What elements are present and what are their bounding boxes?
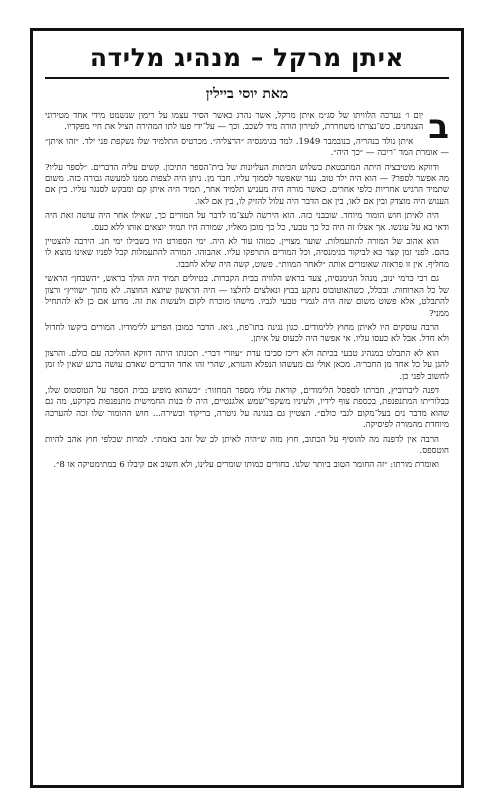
paragraph-7: הרבה עוסקים היו לאיתן מחוץ ללימודים. כגון נגינה בתו־פת, ג׳אז. הדבר כמובן הפריע ללימודיו. המורים ביקשו לחדול ולא חדל. אבל לא כעסו עליו. אי אפשר היה לכעוס על איתן. xyxy=(45,322,449,345)
paragraph-11: ואומרת מורתו: ״זה החומר הטוב ביותר שלנו. בחורים כמותו שומרים עלינו, ולא חשוב אם קיבלו 6 במתימטיקה או 8״. xyxy=(53,460,439,471)
paragraph-1-text: יום ו׳ נערכה הלוויתו של סג״מ איתן מרקל, אשר נהרג כאשר הסיר עצמו על רימון שנשמט מידי אחד מטירוני הצנחנים. כש־נצרתו משחררת, לטירון הורה מיד לשכב. וכך — על־ידי פעו לתו המהירה הציל את חיי מפקדיו. xyxy=(45,111,424,133)
title-divider xyxy=(45,77,449,79)
drop-cap: ב xyxy=(428,107,449,147)
article-title: איתן מרקל – מנהיג מלידה xyxy=(89,43,405,72)
paragraph-2: איתן נולד בנהריה, בנובמבר 1949. למד בגימנסיה ״הרצליה״. מכרטיס התלמיד שלו נשקפת פני ילד. ״זהו איתן״ — אומרת המד ־ריכה — ״כך היה״. xyxy=(45,136,449,159)
paragraph-3: ודווקא מוטיבציה היתה המתבטאת בשלוש הכיתות העליונות של בית־הספר התיכון. קשים עליה הדברים. ״לספר עליו? מה אפשר לספר? — הוא היה ילד טוב. נער שאפשר לסמוך עליו. חבר מן. ניתן היה לצפות ממנו למעשה גבורה כזה. משום שתמיד הרגיש אחריות כלפי אחרים. כאשר מורה היה מעניש תלמיד אחר, תמיד היה איתן קם ומבקש לסנגר עליו. בין אם הענוש היה מוצדק ובין אם לאו, בין אם הדבר היה עלול להזיק לו, בין אם לאו. xyxy=(45,162,449,207)
paragraph-9: דפנה ליברוביץ, חברתו לספסל הלימודים, קוראת עליו מספר המחזור: ״כשהוא מופיע בבית הספר על הטוסטוס שלו, בבלוריתו המתנפנפת, בכספת צוף לידיו, ולעיניו משקפי־שמש אלגנטיים, היה לו בנות החמישית מתנפנפות בקרקע, מה גם שהוא מדבר נים בעל־מקום לגבי כולם״. הצטיין גם בנגינה על גיטרה, בריקוד ובשירה... חוש ההומור שלו זכה להערכה מיוחדת מהמורה לפיסיקה. xyxy=(45,385,449,431)
paragraph-6: גם רבי כרמי ינוב, מנהל הגימנסיה, צעד בראש הלוויה בבית הקברות. בטיולים תמיד היה הולך בראש, ״השבחן״ הראשי של כל הארוחות. ובכלל, כשהאוטובוס נתקע בבוץ ונאלצים לחלצו — היה הראשון שיוצא החוצה. לא מתוך ״שוויץ״ ורצון להתבלט, אלא פשוט משום שזה היה לגמרי טבעי לגביו. מישהו מוכרח לקום ולעשות את זה. מדוע אם כן לא להתחיל ממני? xyxy=(45,274,449,319)
article-byline: מאת יוסי ביילין xyxy=(205,86,289,102)
paragraph-1 xyxy=(45,107,449,147)
paragraph-8: הוא לא התבלט במנהיג טבעי בכיתה ולא ריכז סביבו עדת ״עוזרי דבר״. תכונתו היתה דווקא ההליכה עם כולם. והרצון להגן על כל אחד מן החבר׳ה. מכאן אולי גם מעשהו הנפלא והנורא, שהרי זהו אחד הדברים שאדם עושה ברגע שאין לו זמן לחשוב לפני כן. xyxy=(45,348,449,382)
article-frame xyxy=(30,28,464,788)
paragraph-5: הוא אהוב של המורה להתעמלות. שוער מצויין. כמוהו עוד לא היה. ימי הספורט היו בשבילו ימי חג. הירבה להצטיין בהם. לפני זמן קצר כא לביקור בגימנסיה, וכל המורים התרפקו עליו. אהבוהו. המורה להתעמלות קבל לפניו שאינו מוצא לו מחליף. אין זו פראזה שאומרים אותה ״לאחר המוות״. פשוט, קשה היה שלא לחבבו. xyxy=(45,237,449,270)
paragraph-4: היה לאיתן חוש הומור מיוחד. שובבני כזה. הוא הירשה לעצ־מו לדבר על המורים כך, שאילו אחר היה עושה זאת היה ודאי בא על עונשו. אך אצלו זה היה כל כך טבעי, כל כך מובן מאליו, שמורה היו תמיד יוצאים אותו ללא כעס. xyxy=(45,211,449,233)
paragraph-10: הרבה אין לדפנה מה להוסיף על הכתוב, חוץ מזה ש״היה לאיתן לב של זהב באמת״. למרות שכלפי חוץ אהב להיות חוטספס. xyxy=(45,434,449,456)
article-body xyxy=(45,107,449,472)
